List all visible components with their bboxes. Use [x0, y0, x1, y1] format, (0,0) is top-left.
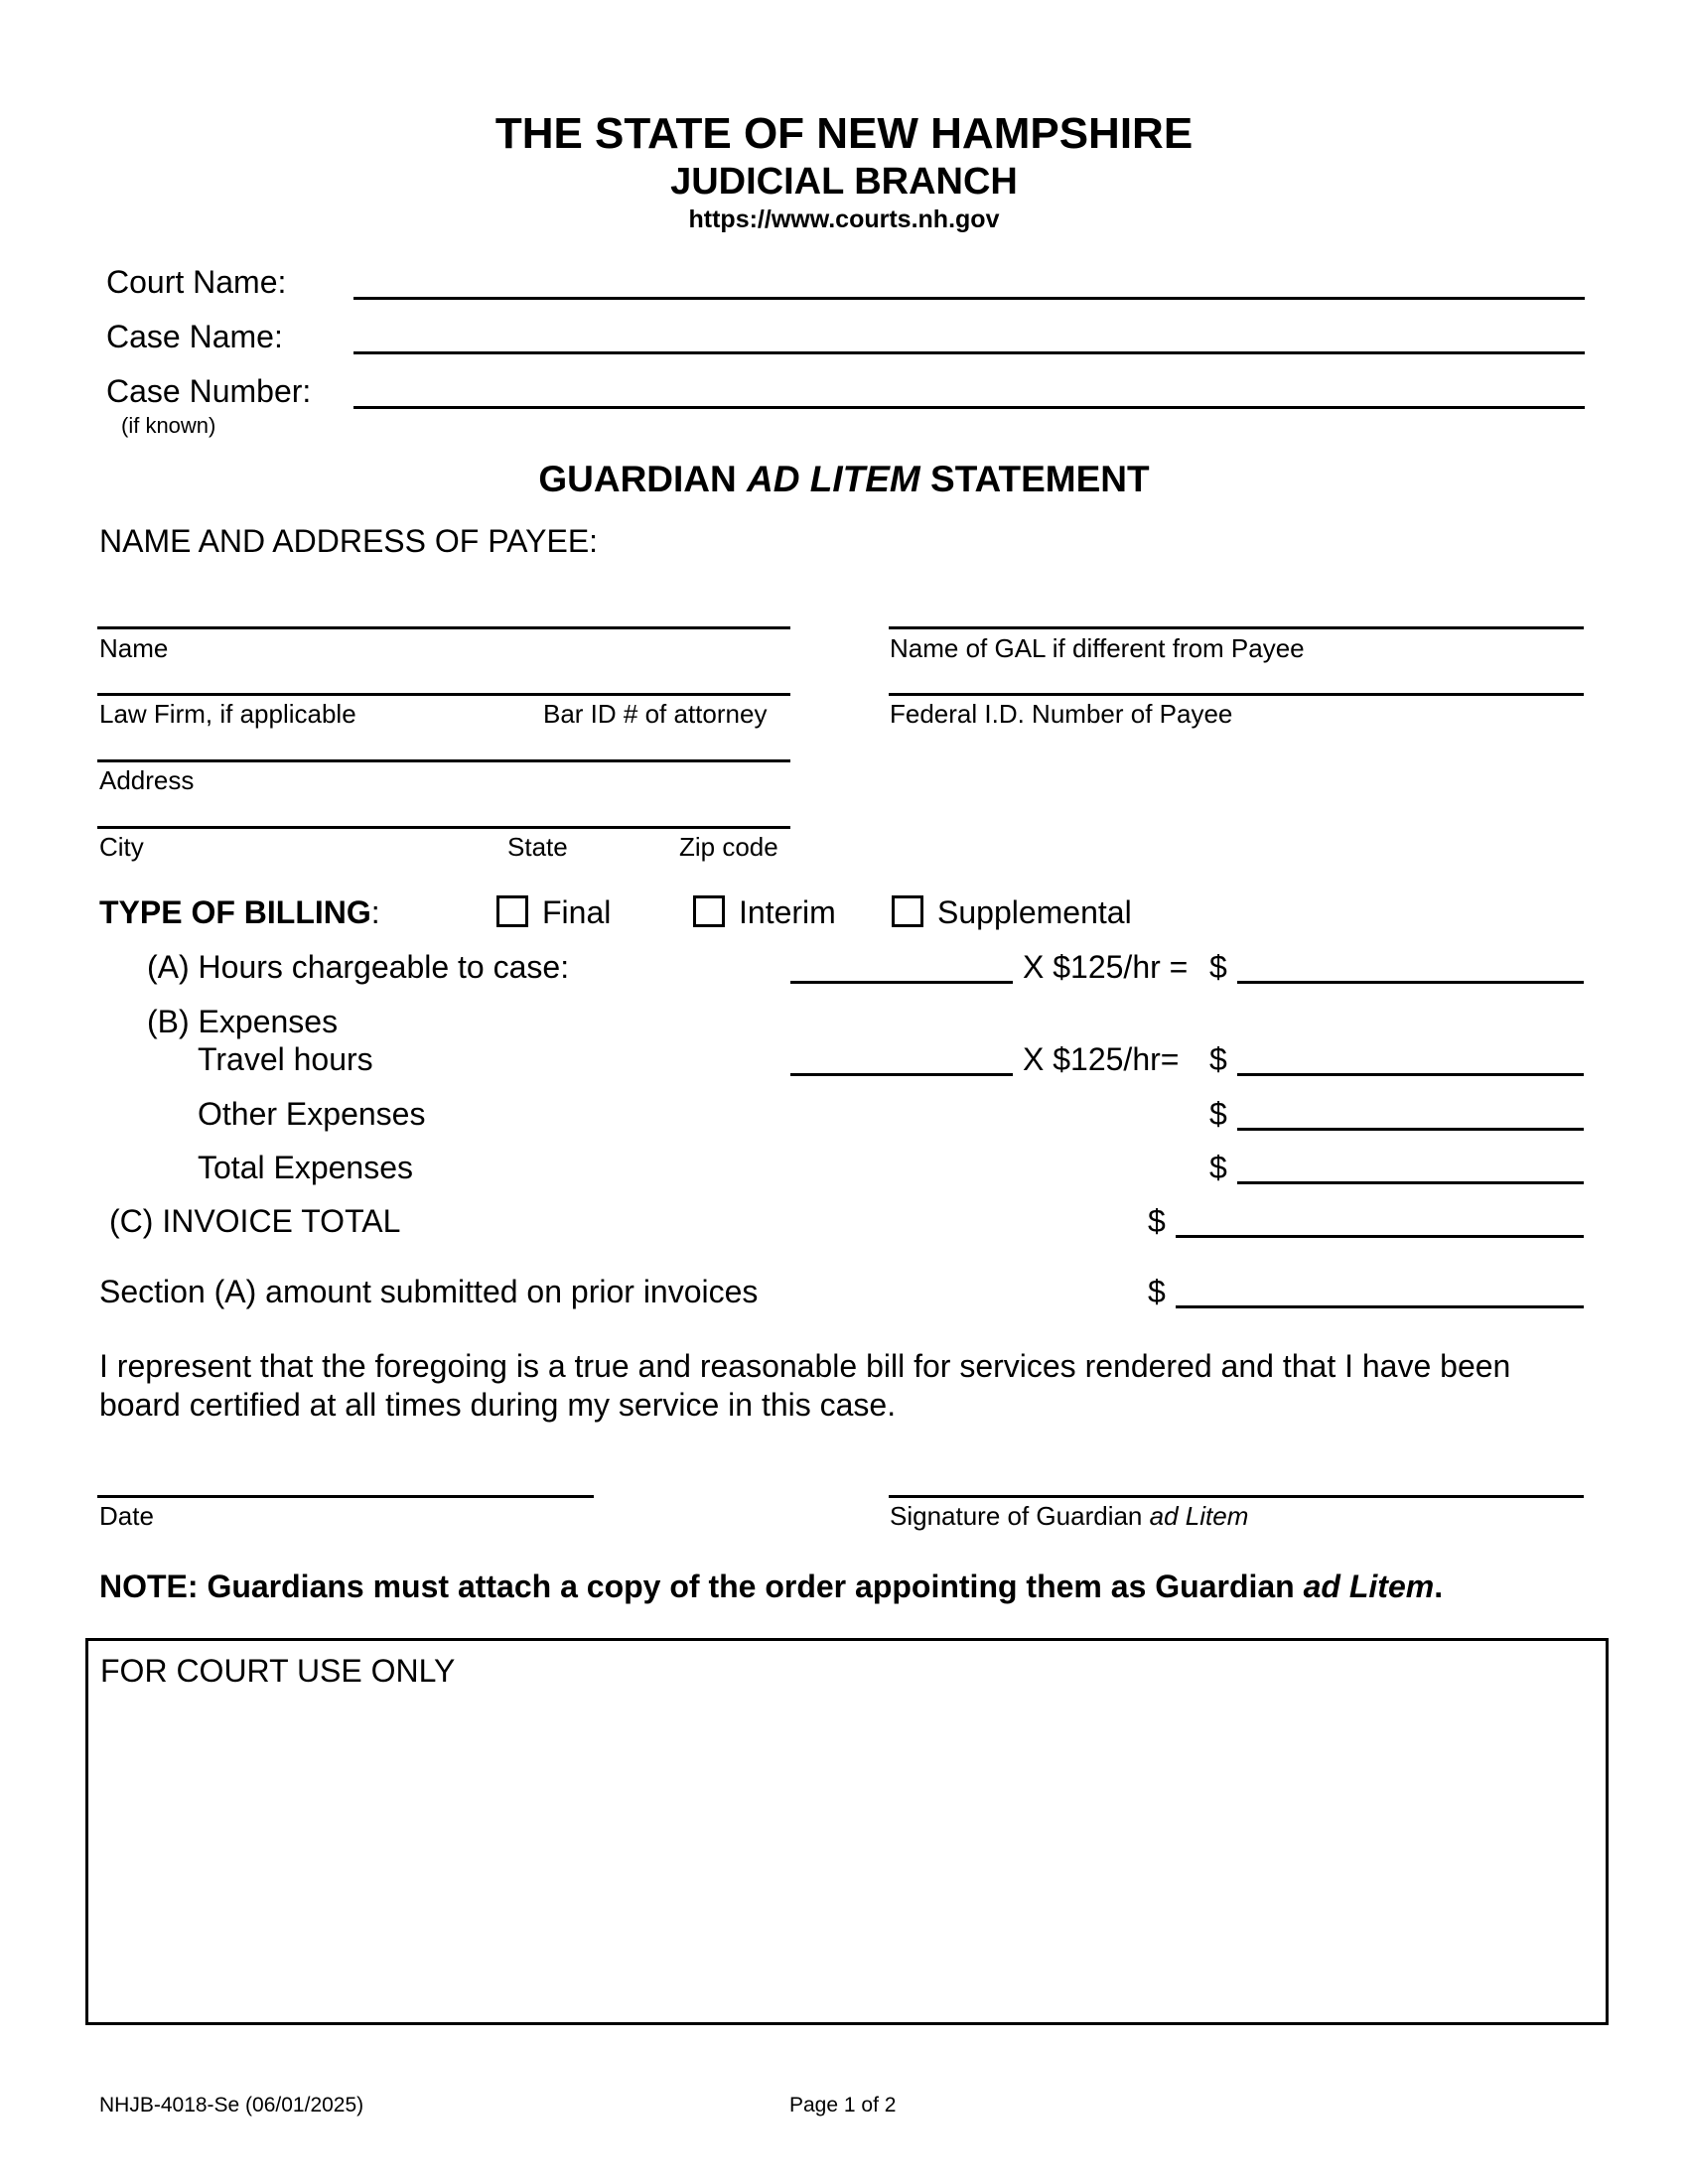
- prior-invoices-field[interactable]: [1176, 1305, 1584, 1308]
- case-number-field[interactable]: [353, 406, 1585, 409]
- travel-rate: X $125/hr=: [1023, 1041, 1180, 1077]
- other-expenses-label: Other Expenses: [198, 1096, 426, 1132]
- court-name-label: Court Name:: [106, 264, 287, 300]
- court-name-field[interactable]: [353, 297, 1585, 300]
- payee-heading: NAME AND ADDRESS OF PAYEE:: [99, 523, 599, 559]
- case-name-field[interactable]: [353, 351, 1585, 354]
- court-use-box[interactable]: [85, 1638, 1609, 2025]
- federal-id-field[interactable]: [889, 693, 1584, 696]
- billing-type-label: TYPE OF BILLING:: [99, 894, 380, 930]
- page-number: Page 1 of 2: [789, 2094, 897, 2116]
- case-name-label: Case Name:: [106, 319, 283, 354]
- law-firm-label: Law Firm, if applicable: [99, 699, 356, 729]
- interim-checkbox[interactable]: [693, 895, 725, 927]
- invoice-total-label: (C) INVOICE TOTAL: [109, 1203, 401, 1239]
- other-expenses-dollar: $: [1209, 1096, 1227, 1132]
- final-checkbox[interactable]: [496, 895, 528, 927]
- total-expenses-dollar: $: [1209, 1150, 1227, 1185]
- total-expenses-label: Total Expenses: [198, 1150, 414, 1185]
- travel-hours-field[interactable]: [790, 1073, 1013, 1076]
- invoice-total-field[interactable]: [1176, 1235, 1584, 1238]
- bar-id-label: Bar ID # of attorney: [543, 699, 768, 729]
- invoice-total-dollar: $: [1148, 1203, 1166, 1239]
- hours-dollar: $: [1209, 949, 1227, 985]
- form-id: NHJB-4018-Se (06/01/2025): [99, 2094, 364, 2116]
- address-label: Address: [99, 765, 195, 795]
- travel-dollar: $: [1209, 1041, 1227, 1077]
- federal-id-label: Federal I.D. Number of Payee: [890, 699, 1233, 729]
- payee-name-label: Name: [99, 633, 169, 663]
- total-expenses-field[interactable]: [1237, 1181, 1584, 1184]
- other-expenses-field[interactable]: [1237, 1128, 1584, 1131]
- certification-line-1: I represent that the foregoing is a true and reasonable bill for services rendered and that I have been: [99, 1348, 1511, 1384]
- date-label: Date: [99, 1501, 154, 1531]
- court-use-label: FOR COURT USE ONLY: [100, 1653, 456, 1689]
- state-label: State: [507, 832, 568, 862]
- supplemental-option-label: Supplemental: [937, 894, 1132, 930]
- signature-field[interactable]: [889, 1495, 1584, 1498]
- address-field[interactable]: [97, 759, 790, 762]
- supplemental-checkbox[interactable]: [892, 895, 923, 927]
- final-option-label: Final: [542, 894, 612, 930]
- prior-invoices-label: Section (A) amount submitted on prior invoices: [99, 1274, 759, 1309]
- hours-rate: X $125/hr =: [1023, 949, 1189, 985]
- travel-amount-field[interactable]: [1237, 1073, 1584, 1076]
- attachment-note: NOTE: Guardians must attach a copy of the order appointing them as Guardian ad Litem.: [99, 1569, 1444, 1604]
- city-label: City: [99, 832, 144, 862]
- if-known-note: (if known): [121, 413, 216, 438]
- zip-label: Zip code: [679, 832, 778, 862]
- signature-label: Signature of Guardian ad Litem: [890, 1501, 1249, 1531]
- hours-amount-field[interactable]: [1237, 981, 1584, 984]
- state-title: THE STATE OF NEW HAMPSHIRE: [494, 109, 1194, 158]
- hours-field[interactable]: [790, 981, 1013, 984]
- interim-option-label: Interim: [739, 894, 836, 930]
- case-number-label: Case Number:: [106, 373, 312, 409]
- prior-invoices-dollar: $: [1148, 1274, 1166, 1309]
- certification-line-2: board certified at all times during my service in this case.: [99, 1387, 897, 1423]
- law-firm-field[interactable]: [97, 693, 790, 696]
- gal-name-label: Name of GAL if different from Payee: [890, 633, 1305, 663]
- courts-url[interactable]: https://www.courts.nh.gov: [688, 205, 1000, 233]
- expenses-label: (B) Expenses: [147, 1004, 339, 1039]
- form-title: GUARDIAN AD LITEM STATEMENT: [538, 459, 1150, 499]
- payee-name-field[interactable]: [97, 626, 790, 629]
- hours-label: (A) Hours chargeable to case:: [147, 949, 570, 985]
- gal-name-field[interactable]: [889, 626, 1584, 629]
- travel-hours-label: Travel hours: [198, 1041, 373, 1077]
- city-state-zip-field[interactable]: [97, 826, 790, 829]
- branch-title: JUDICIAL BRANCH: [670, 161, 1018, 203]
- date-field[interactable]: [97, 1495, 594, 1498]
